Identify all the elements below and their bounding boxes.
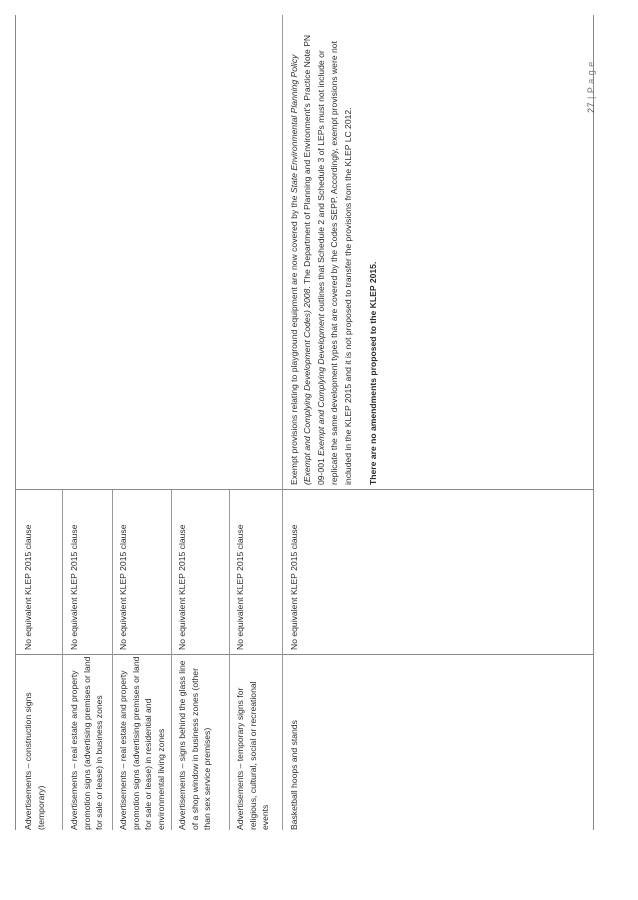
conclusion-text: There are no amendments proposed to the KLEP 2015.: [368, 261, 379, 485]
row-separator: [229, 490, 230, 830]
practice-note-title: Exempt and Complying Development: [315, 313, 326, 456]
klep-cell: No equivalent KLEP 2015 clause: [177, 524, 187, 650]
comment-cell: [288, 25, 380, 485]
sepp-title: State Environmental Planning Policy (Exempt and Complying Development Codes) 2008: [289, 54, 313, 485]
table-top-rule: [15, 15, 16, 830]
klep-cell: No equivalent KLEP 2015 clause: [235, 524, 245, 650]
klep-cell: No equivalent KLEP 2015 clause: [289, 524, 299, 650]
comment-paragraph: Exempt provisions relating to playground equipment are now covered by the State Environmental Planning Policy (Exempt and Complying Development Codes) 2008. The Department of Planning and Environment’s Practice Note PN 09-001 Exempt and Complying Development outlines that Schedule 2 and Schedule 3 of LEPs must not include or replicate the same development types that are covered by the Codes SEPP. Accordingly, exempt provisions were not included in the KLEP 2015 and it is not proposed to transfer the provisions from the KLEP LC 2012.: [289, 34, 353, 485]
klep-cell: No equivalent KLEP 2015 clause: [118, 524, 128, 650]
page-number: 27 | P a g e: [586, 61, 596, 113]
row-separator: [282, 15, 283, 830]
klep-cell: No equivalent KLEP 2015 clause: [69, 524, 79, 650]
column-divider: [15, 489, 594, 490]
activity-cell: Advertisements – real estate and property promotion signs (advertising premises or land for sale or lease) in business zones: [69, 656, 105, 830]
activity-cell: Basketball hoops and stands: [289, 720, 299, 830]
klep-cell: No equivalent KLEP 2015 clause: [23, 524, 33, 650]
activity-cell: Advertisements – real estate and property promotion signs (advertising premises or land for sale or lease) in residential and environmental living zones: [118, 656, 166, 830]
table-bottom-rule: [593, 15, 594, 830]
row-separator: [62, 490, 63, 830]
activity-cell: Advertisements – temporary signs for religious, cultural, social or recreational events: [235, 681, 271, 830]
activity-cell: Advertisements – construction signs (temporary): [23, 692, 46, 830]
row-separator: [171, 490, 172, 830]
activity-cell: Advertisements – signs behind the glass line of a shop window in business zones (other than sex service premises): [177, 660, 213, 830]
row-separator: [112, 490, 113, 830]
